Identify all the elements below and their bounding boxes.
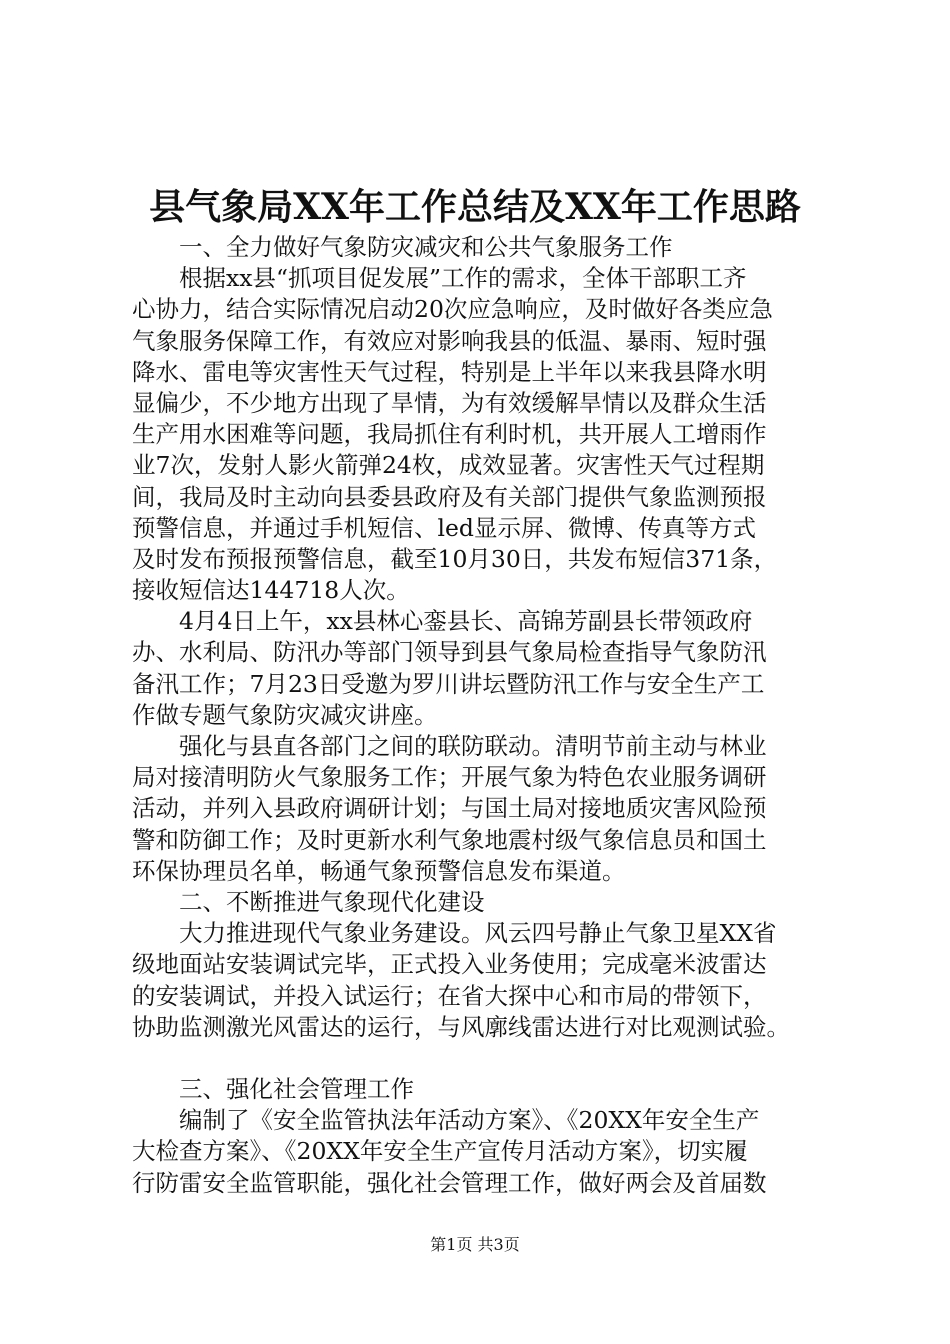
text-line: 编制了《安全监管执法年活动方案》、《20XX年安全生产	[179, 1106, 760, 1135]
text-line: 4月4日上午，xx县林心銮县长、高锦芳副县长带领政府	[179, 607, 753, 636]
text-line: 强化与县直各部门之间的联防联动。清明节前主动与林业	[179, 732, 767, 760]
blank-line	[132, 1043, 837, 1074]
text-line: 警和防御工作；及时更新水利气象地震村级气象信息员和国土	[132, 825, 767, 854]
text-line: 心协力，结合实际情况启动20次应急响应，及时做好各类应急	[132, 295, 773, 324]
text-line: 三、强化社会管理工作	[179, 1075, 414, 1104]
page-footer: 第1页 共3页	[430, 1235, 520, 1254]
text-line: 预警信息，并通过手机短信、led显示屏、微博、传真等方式	[132, 513, 756, 542]
text-line: 协助监测激光风雷达的运行，与风廓线雷达进行对比观测试验。	[132, 1012, 790, 1041]
text-line: 的安装调试，并投入试运行；在省大探中心和市局的带领下，	[132, 981, 767, 1010]
text-line: 业7次，发射人影火箭弹24枚，成效显著。灾害性天气过程期	[132, 451, 765, 480]
text-line: 行防雷安全监管职能，强化社会管理工作，做好两会及首届数	[132, 1168, 767, 1197]
text-line: 备汛工作；7月23日受邀为罗川讲坛暨防汛工作与安全生产工	[132, 669, 765, 698]
text-line: 大力推进现代气象业务建设。风云四号静止气象卫星XX省	[179, 919, 777, 948]
text-line: 一、全力做好气象防灾减灾和公共气象服务工作	[179, 233, 673, 261]
text-line: 及时发布预报预警信息，截至10月30日，共发布短信371条，	[132, 544, 778, 573]
document-title: 县气象局XX年工作总结及XX年工作思路	[149, 186, 801, 228]
text-line: 大检查方案》、《20XX年安全生产宣传月活动方案》，切实履	[132, 1137, 748, 1166]
text-line: 接收短信达144718人次。	[132, 576, 410, 605]
text-line: 显偏少，不少地方出现了旱情，为有效缓解旱情以及群众生活	[132, 388, 767, 417]
text-line: 根据xx县“抓项目促发展”工作的需求，全体干部职工齐	[179, 264, 747, 293]
text-line: 环保协理员名单，畅通气象预警信息发布渠道。	[132, 856, 626, 885]
document-body	[132, 232, 837, 1199]
text-line: 气象服务保障工作，有效应对影响我县的低温、暴雨、短时强	[132, 326, 767, 355]
text-line: 间，我局及时主动向县委县政府及有关部门提供气象监测预报	[132, 482, 767, 511]
text-line: 局对接清明防火气象服务工作；开展气象为特色农业服务调研	[132, 763, 767, 792]
text-line: 活动，并列入县政府调研计划；与国土局对接地质灾害风险预	[132, 794, 767, 823]
text-line: 办、水利局、防汛办等部门领导到县气象局检查指导气象防汛	[132, 638, 767, 667]
text-line: 生产用水困难等问题，我局抓住有利时机，共开展人工增雨作	[132, 420, 767, 449]
text-line: 级地面站安装调试完毕，正式投入业务使用；完成毫米波雷达	[132, 950, 767, 979]
text-line: 二、不断推进气象现代化建设	[179, 887, 485, 916]
text-line: 作做专题气象防灾减灾讲座。	[132, 700, 438, 729]
text-line: 降水、雷电等灾害性天气过程，特别是上半年以来我县降水明	[132, 357, 767, 386]
